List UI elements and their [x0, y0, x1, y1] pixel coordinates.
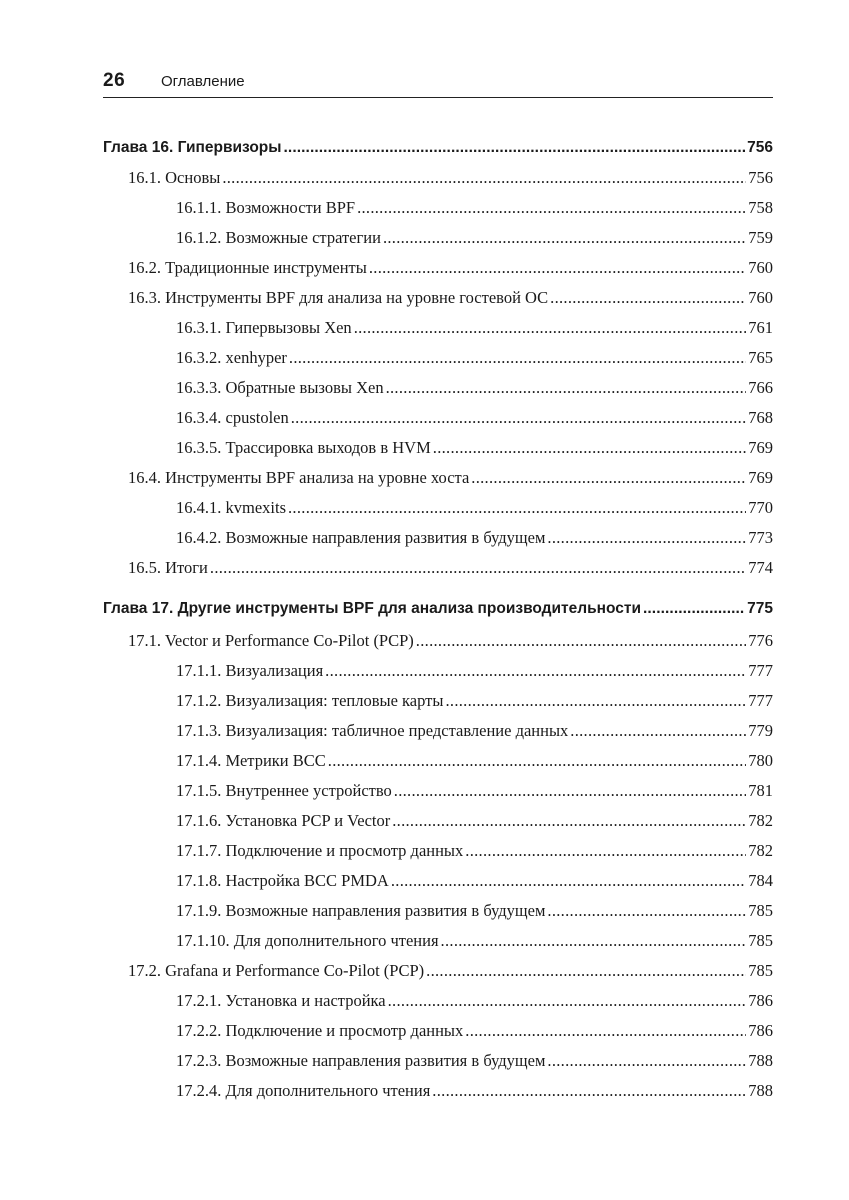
toc-subsection[interactable] [176, 809, 773, 833]
toc-title: 16.1. Основы [128, 168, 221, 187]
toc-title: 16.5. Итоги [128, 558, 208, 577]
toc-subsection[interactable] [176, 839, 773, 863]
toc-leader [369, 256, 746, 280]
toc-subsection[interactable] [176, 226, 773, 250]
toc-subsection[interactable] [176, 496, 773, 520]
toc-page: 782 [748, 811, 773, 830]
toc-leader [289, 346, 746, 370]
toc-section[interactable] [128, 286, 773, 310]
toc-title: 17.2.2. Подключение и просмотр данных [176, 1021, 464, 1040]
toc-subsection[interactable] [176, 929, 773, 953]
toc-title: Глава 17. Другие инструменты BPF для анализа производительности [103, 600, 641, 617]
toc-chapter-17[interactable] [103, 597, 773, 621]
toc-title: 17.1. Vector и Performance Co-Pilot (PCP) [128, 631, 414, 650]
toc-subsection[interactable] [176, 196, 773, 220]
toc-section[interactable] [128, 166, 773, 190]
toc-title: 17.1.8. Настройка BCC PMDA [176, 871, 389, 890]
toc-leader [288, 496, 746, 520]
toc-title: 16.1.2. Возможные стратегии [176, 228, 381, 247]
toc-page: 785 [748, 961, 773, 980]
toc-leader [547, 899, 746, 923]
toc-leader [386, 376, 747, 400]
toc-subsection[interactable] [176, 526, 773, 550]
toc-page: 784 [748, 871, 773, 890]
toc-chapter-16[interactable] [103, 136, 773, 160]
toc-title: 16.3. Инструменты BPF для анализа на уровне гостевой ОС [128, 288, 549, 307]
toc-title: 17.1.10. Для дополнительного чтения [176, 931, 439, 950]
toc-title: 16.1.1. Возможности BPF [176, 198, 356, 217]
toc-page: 788 [748, 1051, 773, 1070]
toc-subsection[interactable] [176, 346, 773, 370]
toc-page: 775 [747, 600, 773, 617]
toc-page: 766 [748, 378, 773, 397]
toc-title: 17.1.7. Подключение и просмотр данных [176, 841, 464, 860]
toc-subsection[interactable] [176, 1079, 773, 1103]
toc-page: 781 [748, 781, 773, 800]
toc-subsection[interactable] [176, 659, 773, 683]
toc-subsection[interactable] [176, 899, 773, 923]
toc-title: 17.1.1. Визуализация [176, 661, 324, 680]
page-number: 26 [103, 70, 126, 91]
toc-section[interactable] [128, 959, 773, 983]
toc-page: 765 [748, 348, 773, 367]
toc-page: 759 [748, 228, 773, 247]
toc-subsection[interactable] [176, 436, 773, 460]
toc-title: 17.2.4. Для дополнительного чтения [176, 1081, 431, 1100]
toc-title: 16.4. Инструменты BPF анализа на уровне хоста [128, 468, 470, 487]
toc-subsection[interactable] [176, 779, 773, 803]
toc-leader [433, 436, 746, 460]
toc-title: 16.3.1. Гипервызовы Xen [176, 318, 352, 337]
toc-page: 785 [748, 901, 773, 920]
toc-subsection[interactable] [176, 316, 773, 340]
toc-page: 779 [748, 721, 773, 740]
toc-subsection[interactable] [176, 749, 773, 773]
toc-page: 761 [748, 318, 773, 337]
toc-page: 769 [748, 468, 773, 487]
toc-page: 768 [748, 408, 773, 427]
toc-leader [570, 719, 746, 743]
toc-title: 17.2.1. Установка и настройка [176, 991, 386, 1010]
toc-page: 788 [748, 1081, 773, 1100]
toc-title: 16.3.2. xenhyper [176, 348, 287, 367]
toc-leader [392, 809, 746, 833]
toc-title: 17.1.2. Визуализация: тепловые карты [176, 691, 444, 710]
toc-subsection[interactable] [176, 376, 773, 400]
toc-subsection[interactable] [176, 989, 773, 1013]
toc-page: 785 [748, 931, 773, 950]
toc-page: 777 [748, 691, 773, 710]
toc-leader [291, 406, 747, 430]
toc-section[interactable] [128, 466, 773, 490]
toc-leader [465, 1019, 746, 1043]
toc-leader [354, 316, 747, 340]
toc-section[interactable] [128, 556, 773, 580]
toc-title: 16.2. Традиционные инструменты [128, 258, 367, 277]
toc-leader [284, 136, 746, 160]
toc-title: 17.2.3. Возможные направления развития в будущем [176, 1051, 546, 1070]
toc-leader [391, 869, 746, 893]
toc-subsection[interactable] [176, 719, 773, 743]
toc-leader [426, 959, 746, 983]
toc-subsection[interactable] [176, 689, 773, 713]
toc-subsection[interactable] [176, 869, 773, 893]
toc-leader [388, 989, 747, 1013]
toc-page: 782 [748, 841, 773, 860]
toc-title: 17.2. Grafana и Performance Co-Pilot (PCP) [128, 961, 425, 980]
toc-page: 769 [748, 438, 773, 457]
toc-page: 786 [748, 1021, 773, 1040]
toc-leader [416, 629, 746, 653]
toc-title: 17.1.5. Внутреннее устройство [176, 781, 392, 800]
toc-title: 17.1.6. Установка PCP и Vector [176, 811, 391, 830]
toc-leader [471, 466, 746, 490]
toc-leader [441, 929, 747, 953]
toc-leader [465, 839, 746, 863]
toc-leader [328, 749, 746, 773]
toc-subsection[interactable] [176, 1019, 773, 1043]
toc-page: 776 [748, 631, 773, 650]
toc-leader [432, 1079, 746, 1103]
toc-leader [550, 286, 746, 310]
toc-leader [394, 779, 746, 803]
toc-page: 758 [748, 198, 773, 217]
toc-leader [445, 689, 746, 713]
running-title: Оглавление [161, 73, 245, 90]
toc-subsection[interactable] [176, 1049, 773, 1073]
toc-page: 773 [748, 528, 773, 547]
toc-page: 777 [748, 661, 773, 680]
toc-page: 774 [748, 558, 773, 577]
toc-title: 16.3.3. Обратные вызовы Xen [176, 378, 384, 397]
toc-title: 16.4.2. Возможные направления развития в будущем [176, 528, 546, 547]
toc-page: 756 [748, 168, 773, 187]
toc-leader [222, 166, 746, 190]
toc-title: 16.4.1. kvmexits [176, 498, 286, 517]
toc-title: 17.1.3. Визуализация: табличное представление данных [176, 721, 569, 740]
toc-page: 786 [748, 991, 773, 1010]
toc-title: 16.3.4. cpustolen [176, 408, 289, 427]
toc-leader [357, 196, 746, 220]
toc-page: 756 [747, 139, 773, 156]
toc-leader [383, 226, 746, 250]
toc-leader [547, 526, 746, 550]
toc-leader [547, 1049, 746, 1073]
page-header [103, 68, 773, 98]
toc-page: 760 [748, 288, 773, 307]
toc-section[interactable] [128, 256, 773, 280]
toc-page: 760 [748, 258, 773, 277]
toc-title: 17.1.4. Метрики BCC [176, 751, 326, 770]
toc-section[interactable] [128, 629, 773, 653]
toc-subsection[interactable] [176, 406, 773, 430]
toc-leader [325, 659, 746, 683]
toc-title: 16.3.5. Трассировка выходов в HVM [176, 438, 431, 457]
toc-page: 770 [748, 498, 773, 517]
toc-title: Глава 16. Гипервизоры [103, 139, 282, 156]
toc-title: 17.1.9. Возможные направления развития в будущем [176, 901, 546, 920]
toc-page: 780 [748, 751, 773, 770]
toc-leader [210, 556, 746, 580]
toc-leader [643, 597, 745, 621]
